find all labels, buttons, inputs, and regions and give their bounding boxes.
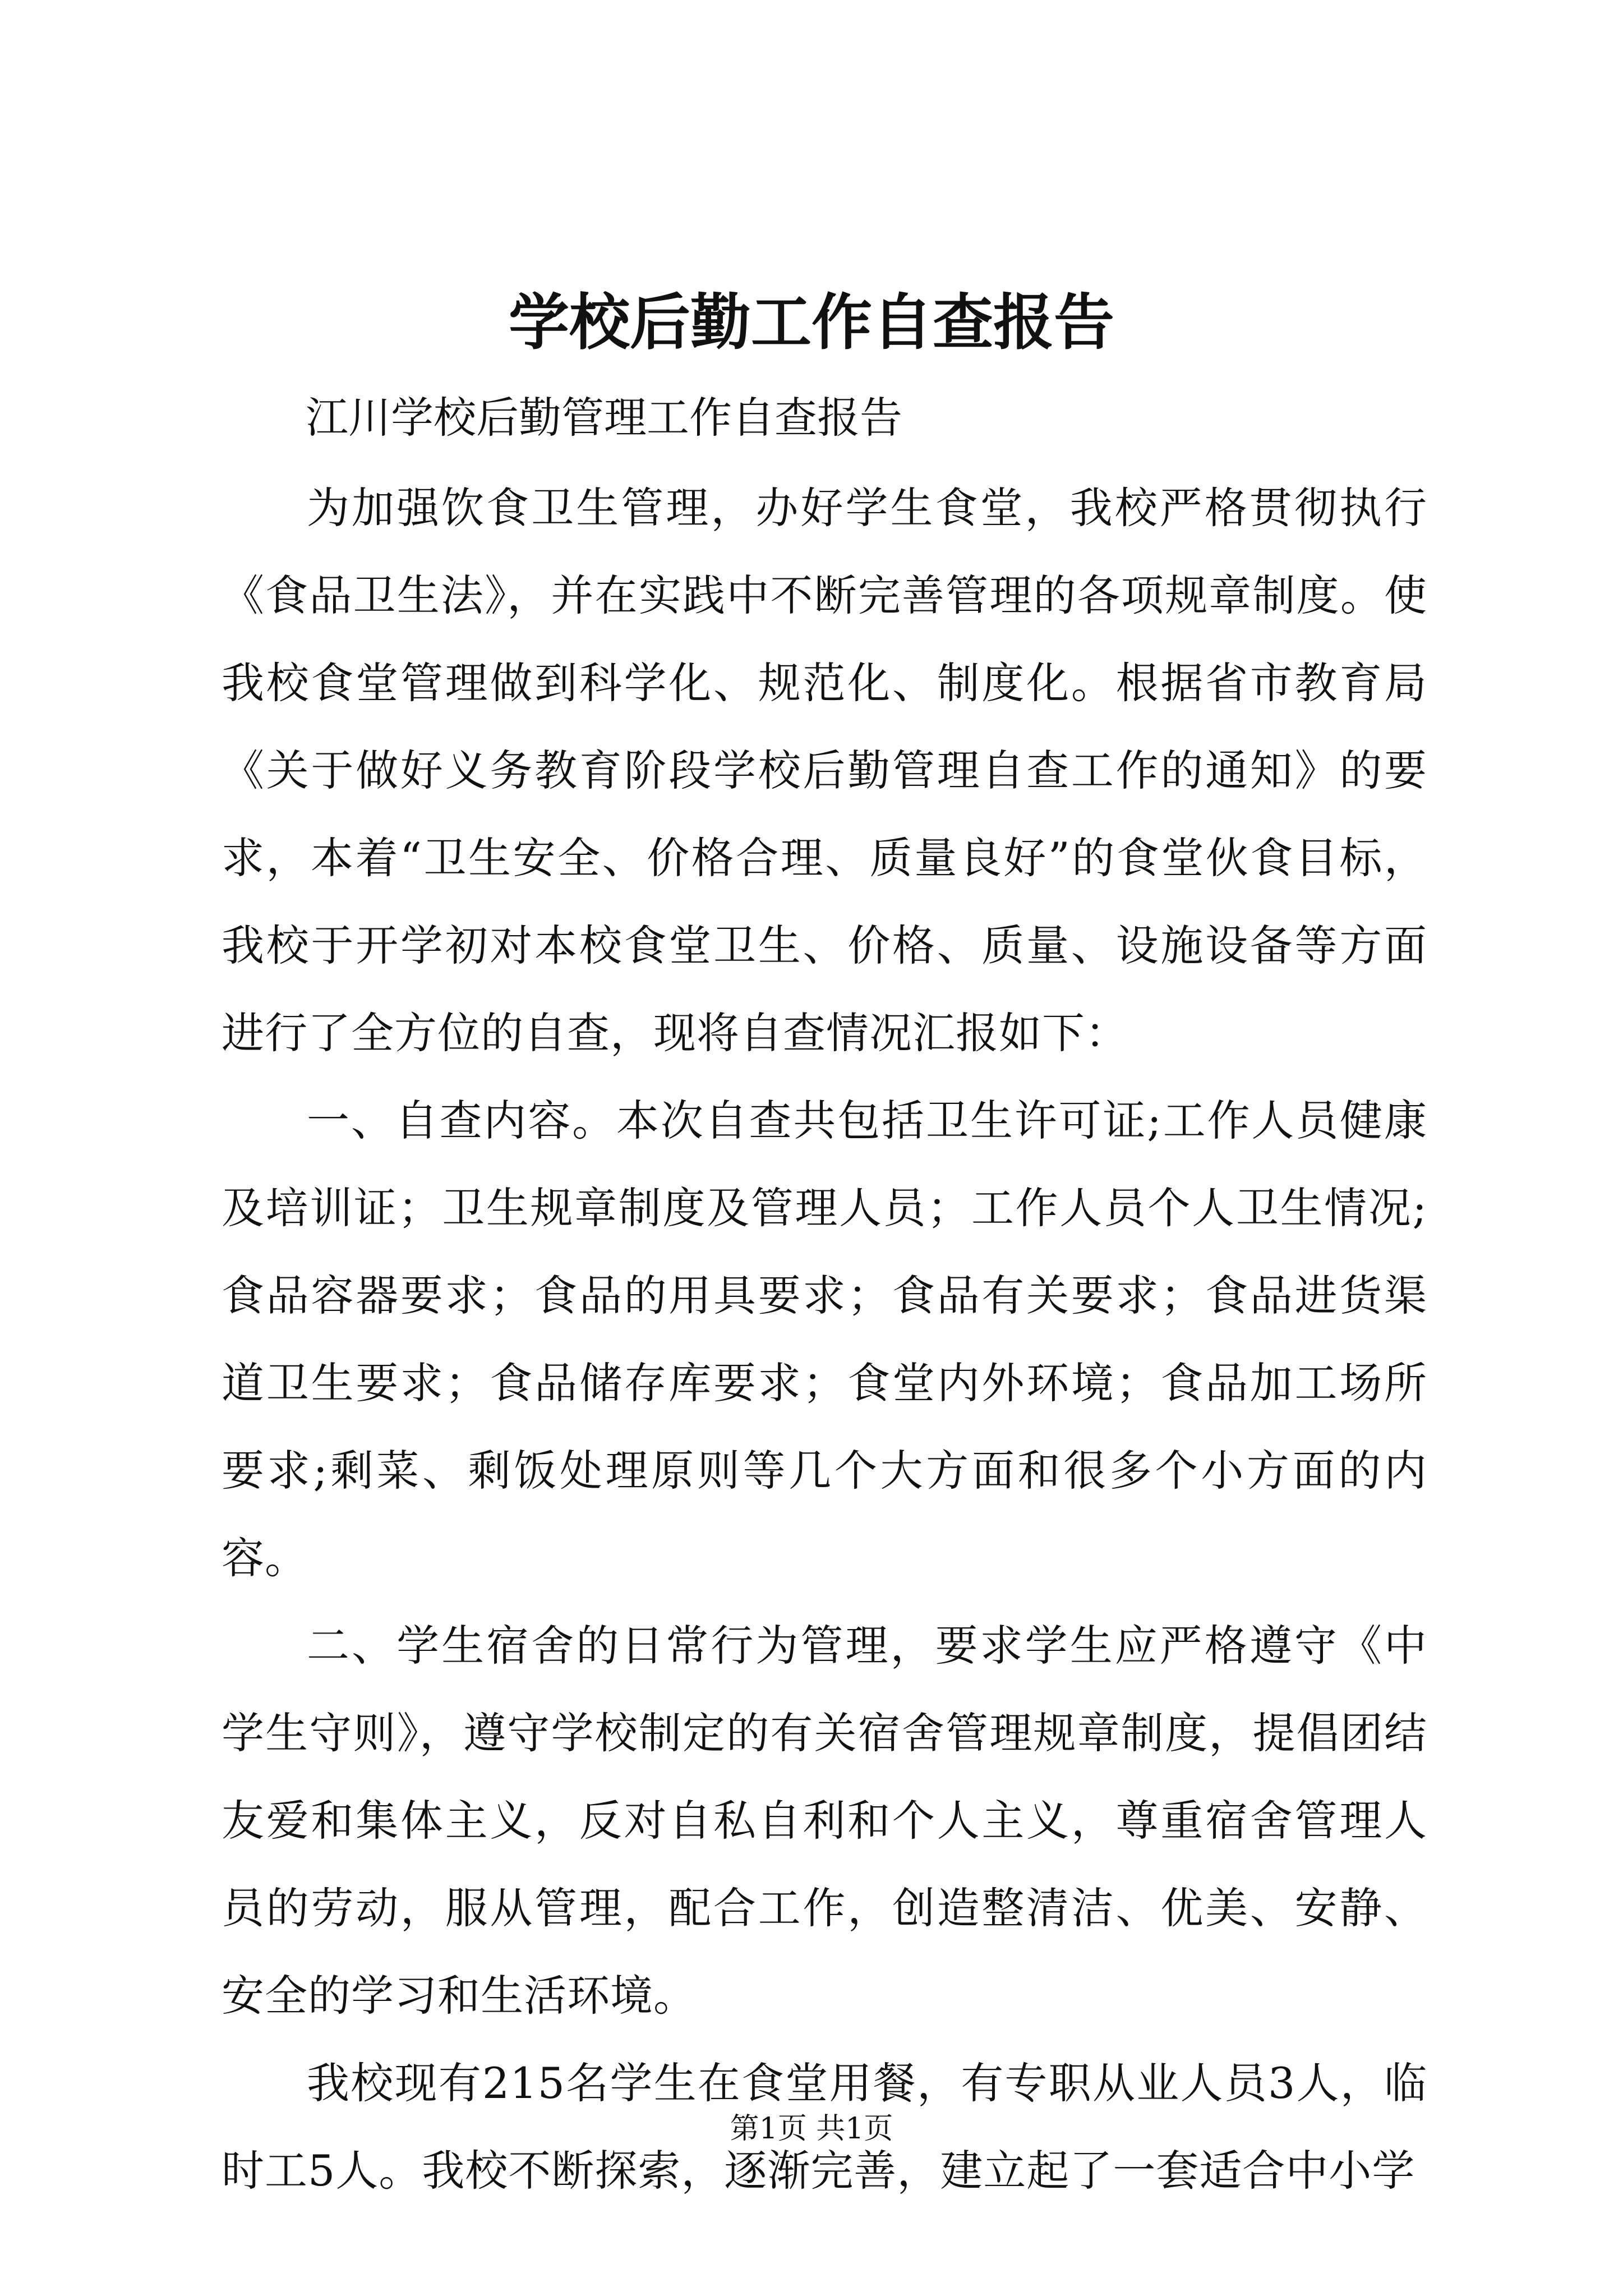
paragraph-canteen-staff: 我校现有215名学生在食堂用餐，有专职从业人员3人，临时工5人。我校不断探索，逐渐完善，建立起了一套适合中小学 [222,2058,1427,2196]
paragraph-dormitory-management: 二、学生宿舍的日常行为管理，要求学生应严格遵守《中学生守则》，遵守学校制定的有关宿舍管理规章制度，提倡团结友爱和集体主义，反对自私自利和个人主义，尊重宿舍管理人员的劳动，服从管理，配合工作，创造整清洁、优美、安静、安全的学习和生活环境。 [222,1621,1427,2021]
document-body [222,464,1427,2215]
document-subtitle: 江川学校后勤管理工作自查报告 [306,393,902,443]
paragraph-intro: 为加强饮食卫生管理，办好学生食堂，我校严格贯彻执行《食品卫生法》，并在实践中不断完善管理的各项规章制度。使我校食堂管理做到科学化、规范化、制度化。根据省市教育局《关于做好义务教育阶段学校后勤管理自查工作的通知》的要求，本着“卫生安全、价格合理、质量良好”的食堂伙食目标，我校于开学初对本校食堂卫生、价格、质量、设施设备等方面进行了全方位的自查，现将自查情况汇报如下： [222,483,1427,1058]
document-title: 学校后勤工作自查报告 [508,287,1114,358]
paragraph-self-check-content: 一、自查内容。本次自查共包括卫生许可证;工作人员健康及培训证；卫生规章制度及管理人员；工作人员个人卫生情况;食品容器要求；食品的用具要求；食品有关要求；食品进货渠道卫生要求；食品储存库要求；食堂内外环境；食品加工场所要求;剩菜、剩饭处理原则等几个大方面和很多个小方面的内容。 [222,1096,1427,1583]
page-footer: 第1页 共1页 [730,2112,893,2146]
